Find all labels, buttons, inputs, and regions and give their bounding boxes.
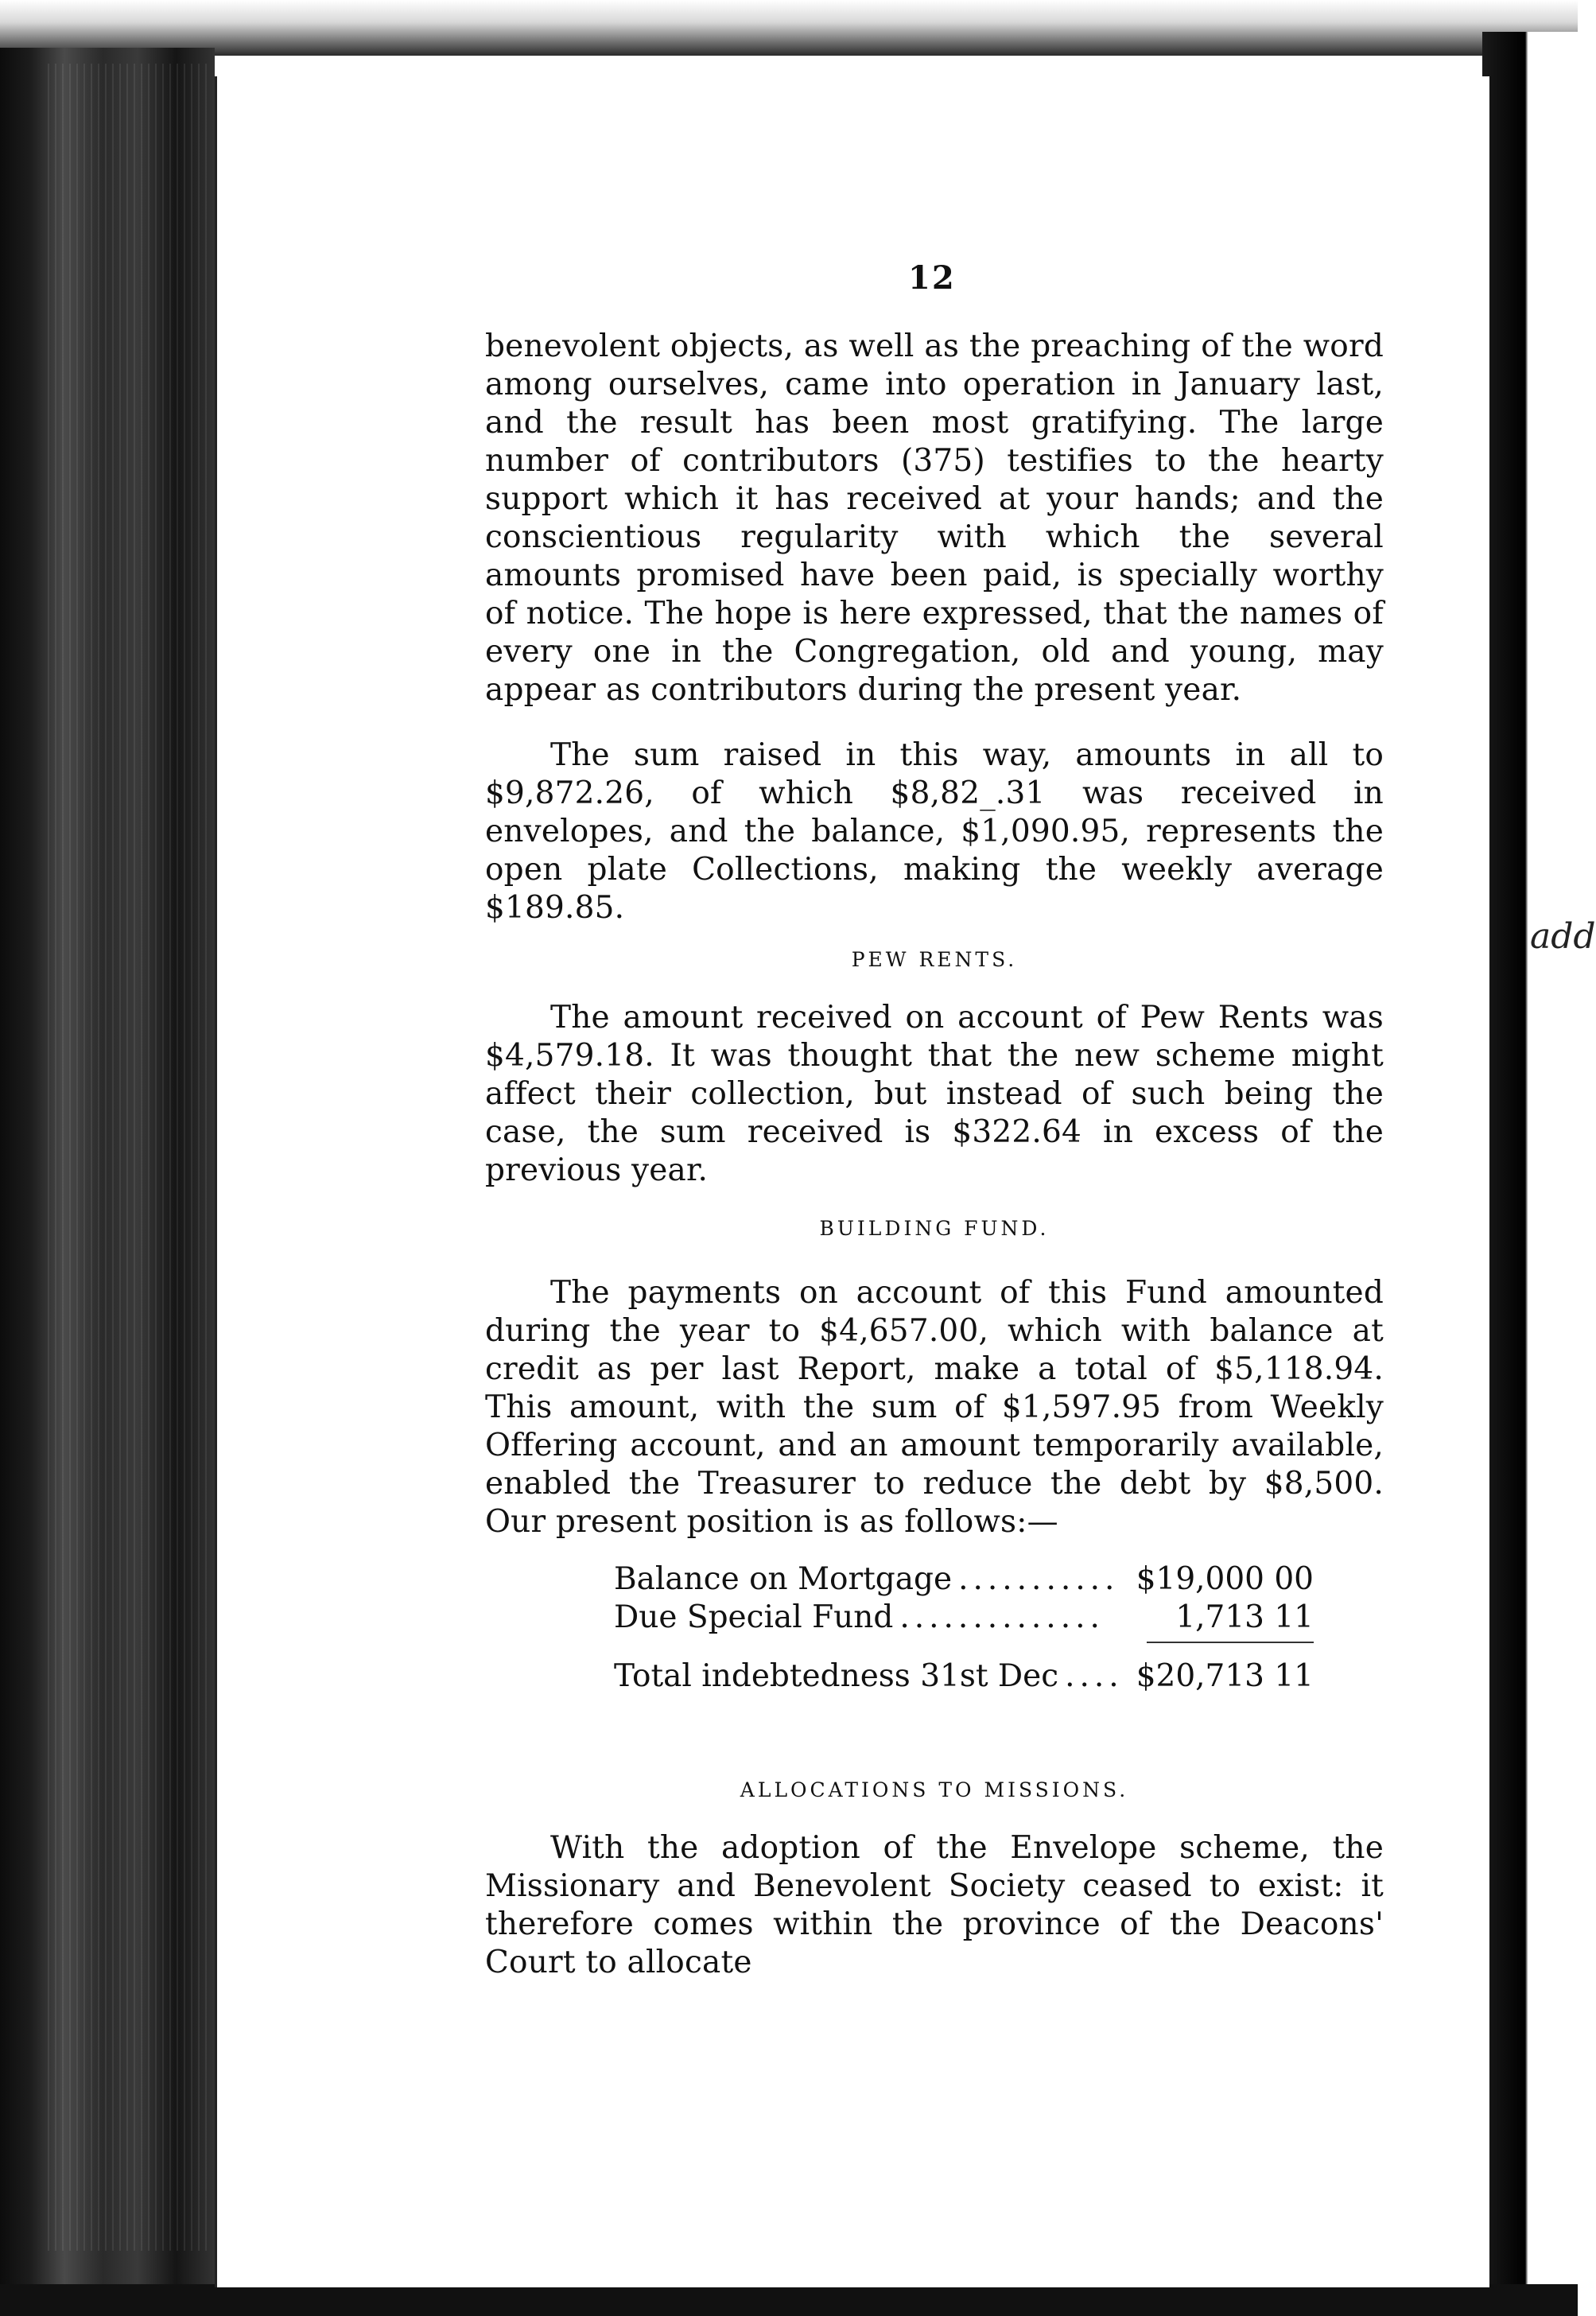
ledger-total-label: Total indebtedness 31st Dec — [614, 1658, 1059, 1694]
sum-paragraph — [485, 736, 1384, 927]
pew-rents-paragraph — [485, 999, 1384, 1190]
page-edges — [48, 64, 207, 2251]
sum-text: The sum raised in this way, amounts in all to $9,872.26, of which $8,82_.31 was received in envelopes, and the balance, $1,090.95, represents the open plate Collections, making the weekly average $189.85. — [485, 737, 1384, 926]
ledger-row-mortgage — [614, 1560, 1314, 1599]
ledger-leader-dots: ........... — [958, 1561, 1120, 1597]
book-top-edge — [0, 0, 1578, 56]
intro-text: benevolent objects, as well as the preaching of the word among ourselves, came into operation in January last, and the result has been most gratifying. The large number of contributors (375) testifies to the hearty support which it has received at your hands; and the conscientious regularity with which the several amounts promised have been paid, is specially worthy of notice. The hope is here expressed, that the names of every one in the Congregation, old and young, may appear as contributors during the present year. — [485, 328, 1384, 708]
pew-rents-text: The amount received on account of Pew Rents was $4,579.18. It was thought that the new scheme might affect their collection, but instead of such being the case, the sum received is $322.64 in excess of the previous year. — [485, 1000, 1384, 1188]
building-fund-text: The payments on account of this Fund amounted during the year to $4,657.00, which with balance at credit as per last Report, make a total of $5,118.94. This amount, with the sum of $1,597.95 from Weekly Offering account, and an amount temporarily available, enabled the Treasurer to reduce the debt by $8,500. Our present position is as follows:— — [485, 1275, 1384, 1540]
ledger-label: Balance on Mortgage — [614, 1561, 953, 1597]
ledger-leader-dots: .... — [1065, 1658, 1124, 1694]
ledger-row-total — [614, 1657, 1314, 1696]
ledger-amount: 1,713 11 — [1175, 1599, 1314, 1635]
missions-heading: ALLOCATIONS TO MISSIONS. — [740, 1778, 1129, 1801]
missions-paragraph — [485, 1829, 1384, 1982]
ledger-leader-dots: .............. — [899, 1599, 1105, 1635]
ledger-sum-rule — [1147, 1642, 1314, 1643]
intro-paragraph — [485, 328, 1384, 709]
building-fund-paragraph — [485, 1274, 1384, 1541]
missions-text: With the adoption of the Envelope scheme, the Missionary and Benevolent Society ceased to exist: it therefore comes within the province of the Deacons' Court to allocate — [485, 1830, 1384, 1980]
ledger-label: Due Special Fund — [614, 1599, 894, 1635]
building-fund-heading: BUILDING FUND. — [819, 1217, 1050, 1240]
ledger-amount: $19,000 00 — [1136, 1561, 1314, 1597]
pew-rents-heading: PEW RENTS. — [851, 948, 1018, 971]
page-number: 12 — [908, 259, 956, 297]
ledger-total-amount: $20,713 11 — [1136, 1658, 1314, 1694]
book-bottom-edge — [0, 2284, 1578, 2316]
margin-note: add — [1530, 916, 1596, 957]
debt-ledger — [614, 1560, 1314, 1696]
book-right-edge — [1482, 32, 1578, 2316]
ledger-row-special-fund — [614, 1599, 1314, 1637]
